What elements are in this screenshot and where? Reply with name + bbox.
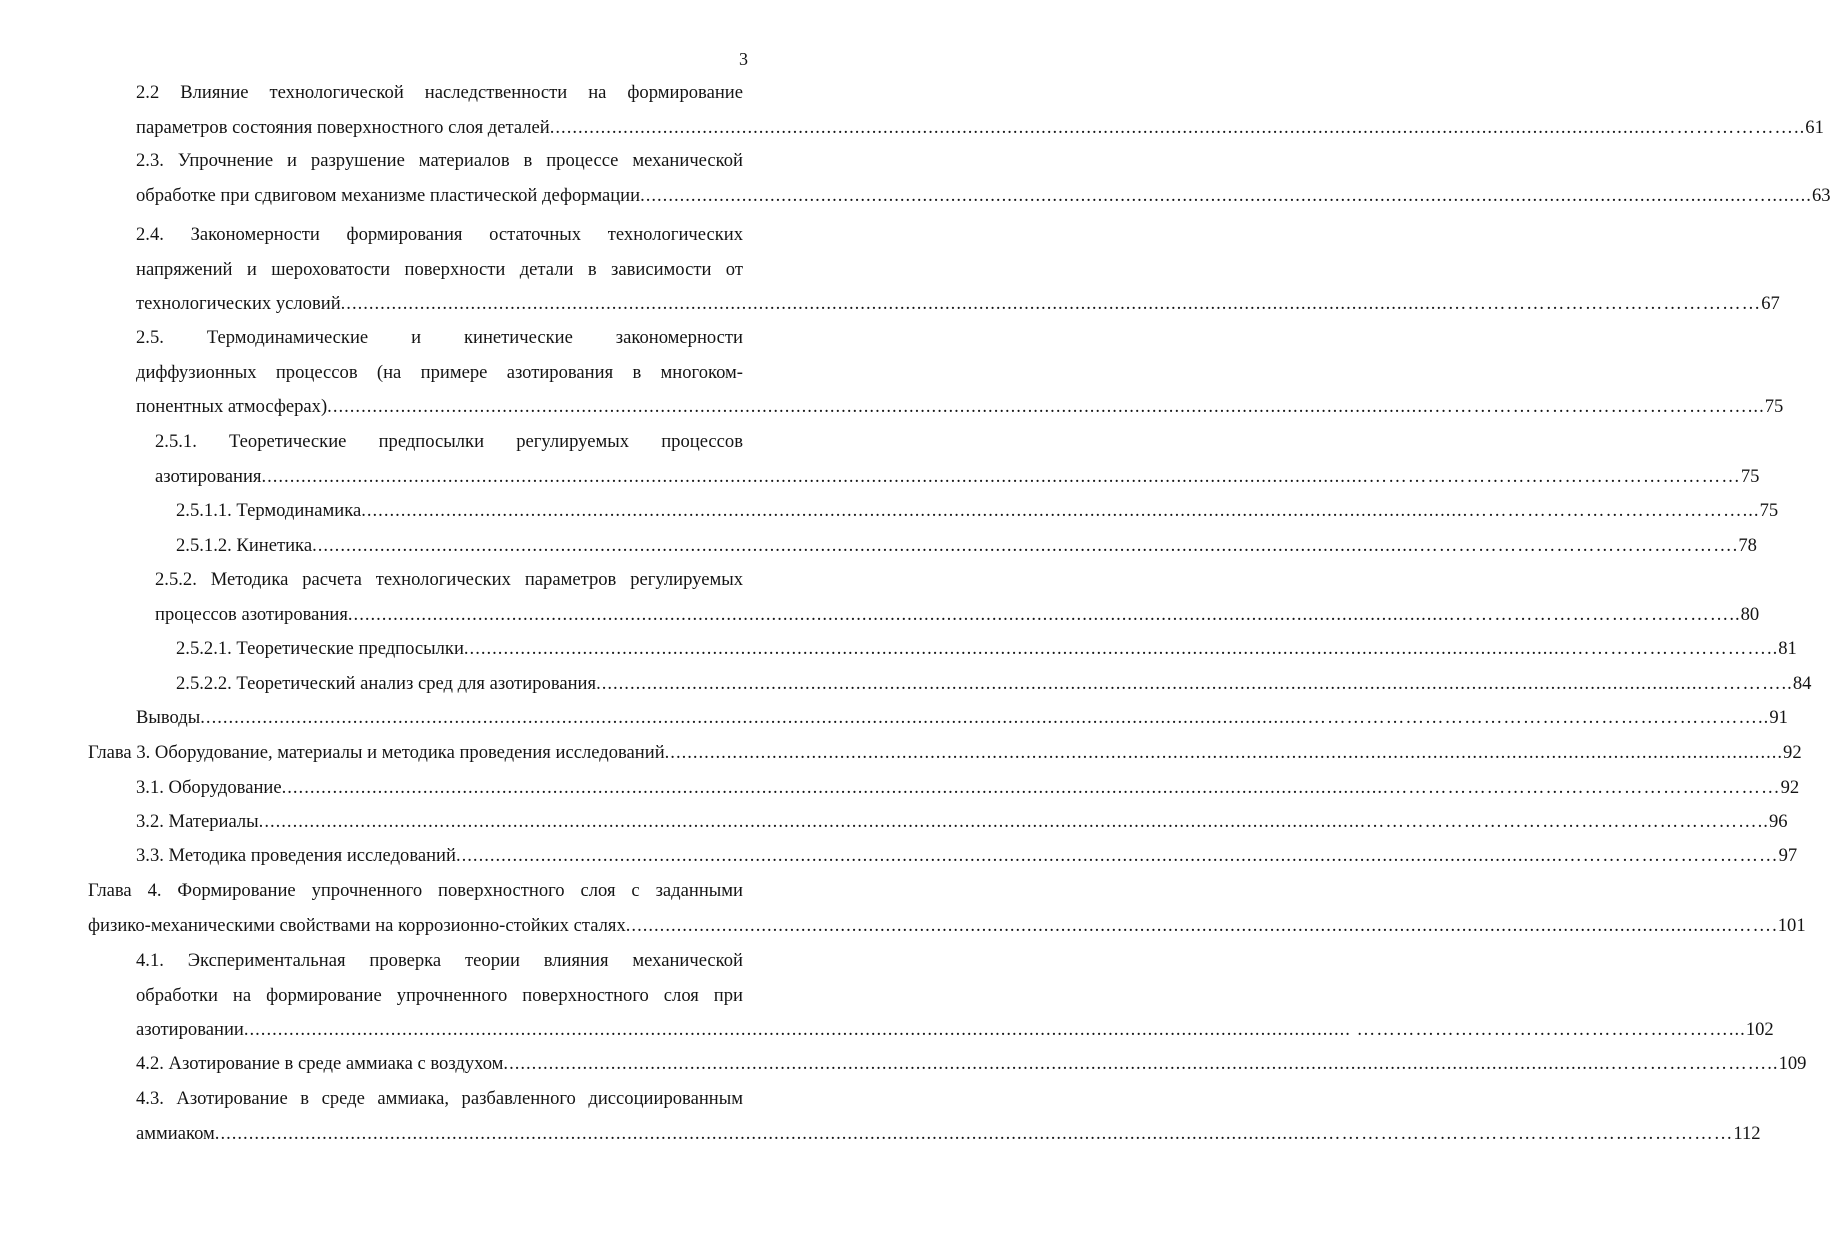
toc-line-last xyxy=(88,740,1802,766)
toc-line-last xyxy=(136,775,1800,801)
toc-line-last xyxy=(136,1017,1774,1043)
toc-page-number: 75 xyxy=(1764,396,1784,417)
toc-line-last xyxy=(136,1121,1761,1147)
toc-page-number: 61 xyxy=(1805,116,1824,138)
toc-line: 4.3. Азотирование в среде аммиака, разбавленного диссоциированным xyxy=(136,1088,743,1109)
toc-page-number: 63 xyxy=(1811,184,1831,206)
page-number: 3 xyxy=(739,49,748,69)
dot-leader: ..... …………………………………………………… xyxy=(282,775,1781,801)
toc-page-number: 112 xyxy=(1733,1122,1761,1144)
dot-leader: ..... ………………………….. xyxy=(464,636,1778,662)
toc-entry-title: 3.1. Оборудование xyxy=(136,777,282,798)
toc-page-number: 102 xyxy=(1745,1019,1774,1040)
toc-line: 2.5.1. Теоретические предпосылки регулируемых процессов xyxy=(155,431,743,452)
dot-leader: ..... ………………….. xyxy=(550,115,1806,141)
toc-line-last xyxy=(176,636,1797,662)
toc-page-number: 92 xyxy=(1783,742,1802,763)
dot-leader: ..... ……………………………………... xyxy=(361,498,1759,524)
toc-entry-title: 2.5.1.2. Кинетика xyxy=(176,535,313,556)
toc-page-number: 84 xyxy=(1792,673,1812,694)
toc-entry-title: 2.5.2.1. Теоретические предпосылки xyxy=(176,638,464,659)
dot-leader: ..... ………………………………………… xyxy=(341,291,1762,317)
dot-leader: ..... .. xyxy=(665,740,1783,766)
toc-entry-title: 2.5.1.1. Термодинамика xyxy=(176,500,362,521)
toc-page-number: 80 xyxy=(1740,603,1760,625)
dot-leader: ..... ………………………………………………… xyxy=(261,464,1740,490)
toc-entry-title: аммиаком xyxy=(136,1122,215,1144)
toc-page-number: 109 xyxy=(1778,1053,1807,1074)
toc-page-number: 101 xyxy=(1777,914,1806,936)
toc-entry-title: азотирования xyxy=(155,465,262,487)
toc-entry-title: обработке при сдвиговом механизме пластической деформации xyxy=(136,184,641,206)
dot-leader: ..... ………….. xyxy=(596,671,1793,697)
toc-entry-title: технологических условий xyxy=(136,293,341,314)
dot-leader: ..... …………………………………………. xyxy=(312,533,1738,559)
toc-entry-title: Глава 3. Оборудование, материалы и методика проведения исследований xyxy=(88,742,665,763)
toc-page-number: 75 xyxy=(1740,465,1760,487)
toc-line: диффузионных процессов (на примере азотирования в многоком- xyxy=(136,361,743,383)
toc-line-last xyxy=(136,843,1798,869)
dot-leader: ..... …........ xyxy=(640,183,1812,209)
toc-line: 4.1. Экспериментальная проверка теории влияния механической xyxy=(136,950,743,971)
toc-page-number: 96 xyxy=(1768,811,1788,832)
toc-page-number: 67 xyxy=(1761,293,1780,314)
toc-line-last xyxy=(88,913,1806,939)
toc-page-number: 78 xyxy=(1738,535,1757,556)
toc-entry-title: 2.5.2.2. Теоретический анализ сред для азотирования xyxy=(176,673,597,694)
toc-entry-title: физико-механическими свойствами на коррозионно-стойких сталях xyxy=(88,914,626,936)
dot-leader: ..... …………………………………………………….. xyxy=(259,809,1769,835)
toc-entry-title: 3.3. Методика проведения исследований xyxy=(136,845,456,866)
toc-line: напряжений и шероховатости поверхности детали в зависимости от xyxy=(136,258,743,280)
toc-line-last xyxy=(176,671,1812,697)
toc-entry-title: параметров состояния поверхностного слоя деталей xyxy=(136,116,550,138)
toc-entry-title: процессов азотирования xyxy=(155,603,348,625)
toc-line-last xyxy=(136,115,1824,141)
toc-line: 2.5. Термодинамические и кинетические закономерности xyxy=(136,327,743,348)
toc-line: обработки на формирование упрочненного поверхностного слоя при xyxy=(136,984,743,1006)
toc-entry-title: 4.2. Азотирование в среде аммиака с воздухом xyxy=(136,1053,504,1074)
toc-line-last xyxy=(176,498,1779,524)
toc-page-number: 75 xyxy=(1759,500,1779,521)
toc-line-last xyxy=(136,1051,1807,1077)
toc-line: 2.5.2. Методика расчета технологических параметров регулируемых xyxy=(155,569,743,590)
dot-leader: ..... …………………………………………………………….. xyxy=(200,705,1769,731)
dot-leader: ..... ……………………………………………………… xyxy=(215,1121,1734,1147)
toc-line-last xyxy=(136,394,1784,420)
dot-leader: ..... …………………….. xyxy=(503,1051,1778,1077)
toc-line: 2.4. Закономерности формирования остаточных технологических xyxy=(136,224,743,245)
toc-page-number: 92 xyxy=(1780,777,1800,798)
toc-line-last xyxy=(155,464,1760,490)
toc-line-last xyxy=(136,183,1831,209)
toc-page-number: 97 xyxy=(1778,845,1798,866)
dot-leader: ..... …………………………… xyxy=(456,843,1779,869)
toc-line-last xyxy=(136,809,1788,835)
toc-entry-title: понентных атмосферах) xyxy=(136,396,328,417)
toc-entry-title: 3.2. Материалы xyxy=(136,811,259,832)
toc-page-number: 91 xyxy=(1769,707,1788,728)
toc-line-last xyxy=(136,705,1788,731)
toc-line-last xyxy=(155,602,1760,628)
dot-leader: ..... …………………………………………………... xyxy=(244,1017,1746,1043)
dot-leader: ..... ……. xyxy=(626,913,1778,939)
toc-line-last xyxy=(136,291,1780,317)
dot-leader: ..... …………………………………………... xyxy=(327,394,1765,420)
toc-entry-title: азотировании xyxy=(136,1019,244,1040)
toc-line: Глава 4. Формирование упрочненного поверхностного слоя с заданными xyxy=(88,880,743,901)
toc-line-last xyxy=(176,533,1757,559)
toc-line: 2.3. Упрочнение и разрушение материалов в процессе механической xyxy=(136,150,743,171)
toc-page-number: 81 xyxy=(1778,638,1797,659)
dot-leader: ..... …………………………………….. xyxy=(348,602,1741,628)
toc-entry-title: Выводы xyxy=(136,707,201,728)
toc-line: 2.2 Влияние технологической наследственности на формирование xyxy=(136,82,743,103)
